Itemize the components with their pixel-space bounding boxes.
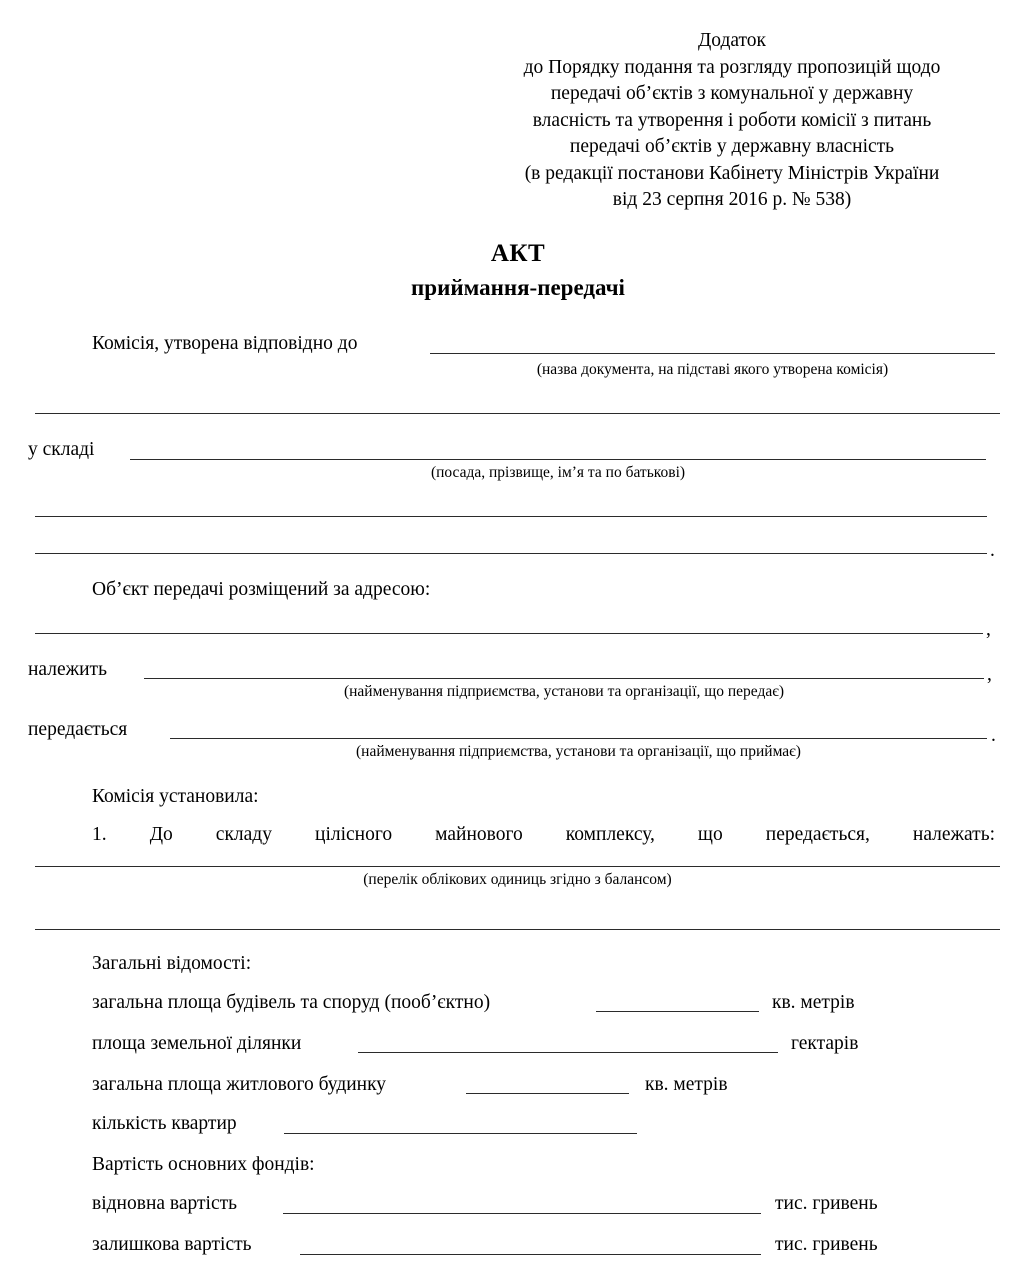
composition-label: у складі bbox=[28, 439, 95, 460]
funds-row-1-unit: тис. гривень bbox=[775, 1234, 878, 1255]
composition-blank-line-2[interactable] bbox=[35, 516, 987, 517]
comma-after-address: , bbox=[986, 619, 991, 640]
general-info-row-3-blank[interactable] bbox=[284, 1133, 637, 1134]
header-line-2: до Порядку подання та розгляду пропозицій щодо bbox=[523, 56, 941, 78]
transferred-caption: (найменування підприємства, установи та організації, що приймає) bbox=[356, 743, 801, 760]
commission-intro-label: Комісія, утворена відповідно до bbox=[92, 333, 358, 354]
funds-row-1-blank[interactable] bbox=[300, 1254, 761, 1255]
general-info-row-1-unit: гектарів bbox=[791, 1033, 859, 1054]
item-1-blank[interactable] bbox=[35, 866, 1000, 867]
general-info-row-0-label: загальна площа будівель та споруд (пооб’єктно) bbox=[92, 992, 491, 1013]
document-header bbox=[456, 28, 1008, 214]
header-line-4: власність та утворення і роботи комісії з питань bbox=[532, 109, 932, 131]
period-after-composition: . bbox=[990, 540, 995, 561]
commission-document-blank[interactable] bbox=[430, 353, 995, 354]
general-info-row-1-blank[interactable] bbox=[358, 1052, 778, 1053]
composition-caption: (посада, прізвище, ім’я та по батькові) bbox=[430, 464, 686, 481]
belongs-label: належить bbox=[28, 659, 107, 680]
funds-row-0-blank[interactable] bbox=[283, 1213, 761, 1214]
header-line-1: Додаток bbox=[697, 30, 767, 51]
header-line-7: від 23 серпня 2016 р. № 538) bbox=[612, 189, 852, 210]
item-1-number: 1. bbox=[92, 824, 107, 845]
item-1-text: До складу цілісного майнового комплексу, що передається, належать: bbox=[149, 824, 996, 845]
funds-row-0-unit: тис. гривень bbox=[775, 1193, 878, 1214]
general-info-row-0-unit: кв. метрів bbox=[772, 992, 855, 1013]
header-line-3: передачі об’єктів з комунальної у державну bbox=[550, 83, 914, 104]
funds-row-1-label: залишкова вартість bbox=[92, 1234, 252, 1255]
transferred-label: передається bbox=[28, 719, 128, 740]
comma-after-belongs: , bbox=[987, 664, 992, 685]
object-address-blank[interactable] bbox=[35, 633, 983, 634]
document-subtitle: приймання-передачі bbox=[411, 275, 625, 300]
commission-established-label: Комісія установила: bbox=[92, 786, 259, 807]
composition-blank-line-3[interactable] bbox=[35, 553, 987, 554]
funds-row-0-label: відновна вартість bbox=[92, 1193, 238, 1214]
general-info-row-3-label: кількість квартир bbox=[92, 1113, 237, 1134]
commission-document-blank-line-2[interactable] bbox=[35, 413, 1000, 414]
general-info-row-2-label: загальна площа житлового будинку bbox=[92, 1074, 387, 1095]
belongs-caption: (найменування підприємства, установи та організації, що передає) bbox=[343, 683, 785, 700]
transferred-blank[interactable] bbox=[170, 738, 987, 739]
object-address-label: Об’єкт передачі розміщений за адресою: bbox=[92, 579, 431, 600]
commission-document-caption: (назва документа, на підставі якого утворена комісія) bbox=[536, 361, 889, 378]
general-info-row-0-blank[interactable] bbox=[596, 1011, 759, 1012]
item-1-paragraph bbox=[92, 823, 995, 847]
header-line-6: (в редакції постанови Кабінету Міністрів України bbox=[524, 162, 940, 184]
general-info-row-2-blank[interactable] bbox=[466, 1093, 629, 1094]
general-info-row-1-label: площа земельної ділянки bbox=[92, 1033, 302, 1054]
header-line-5: передачі об’єктів у державну власність bbox=[569, 136, 895, 157]
general-info-heading: Загальні відомості: bbox=[92, 953, 252, 974]
general-info-row-2-unit: кв. метрів bbox=[645, 1074, 728, 1095]
belongs-blank[interactable] bbox=[144, 678, 984, 679]
item-1-caption: (перелік облікових одиниць згідно з балансом) bbox=[363, 871, 672, 888]
period-after-transferred: . bbox=[991, 725, 996, 746]
funds-heading: Вартість основних фондів: bbox=[92, 1154, 315, 1175]
composition-blank[interactable] bbox=[130, 459, 986, 460]
item-1-blank-line-2[interactable] bbox=[35, 929, 1000, 930]
document-title: АКТ bbox=[490, 240, 546, 267]
